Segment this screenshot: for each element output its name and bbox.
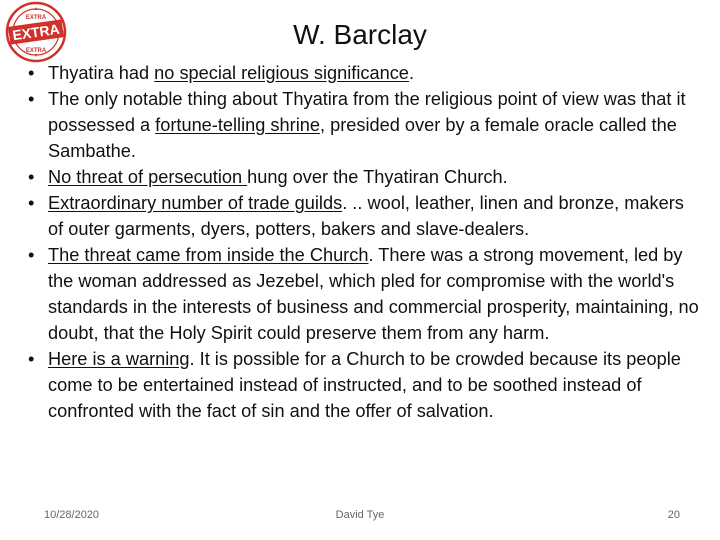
bullet-item (28, 164, 700, 190)
bullet-rest: . It is possible for a Church to be crowded because its people come to be entertained instead of instructed, and to be soothed instead of confronted with the fact of sin and the offer of salvation. (48, 349, 681, 421)
bullet-highlight: Here is a warning (48, 349, 190, 369)
svg-text:EXTRA: EXTRA (25, 15, 47, 21)
bullet-marker: • (28, 63, 35, 83)
bullet-highlight: no special religious significance (154, 63, 409, 83)
bullet-marker: • (28, 245, 35, 265)
bullet-marker: • (28, 193, 35, 213)
svg-text:EXTRA: EXTRA (25, 48, 47, 54)
bullet-lead: The only notable thing about Thyatira from the religious point of view was that it possessed a (48, 89, 686, 135)
bullet-item (28, 346, 700, 424)
bullet-rest: . (408, 63, 414, 83)
bullet-rest: . There was a strong movement, led by the woman addressed as Jezebel, which pled for compromise with the world's standards in the interests of business and commercial prosperity, maintaining, no doubt, that the Holy Spirit could preserve them from any harm. (48, 245, 699, 343)
footer-date: 10/28/2020 (44, 509, 100, 521)
bullet-item (28, 60, 700, 86)
bullet-item (28, 190, 700, 242)
bullet-highlight: No threat of persecution (48, 167, 248, 187)
slide-title: W. Barclay (293, 19, 427, 50)
bullet-rest: , presided over by a female oracle called the Sambathe. (48, 115, 677, 161)
svg-text:EXTRA: EXTRA (11, 20, 61, 44)
bullet-item (28, 242, 700, 346)
bullet-rest: . .. wool, leather, linen and bronze, makers of outer garments, dyers, potters, bakers and slave-dealers. (48, 193, 684, 239)
bullet-marker: • (28, 349, 35, 369)
bullet-marker: • (28, 167, 35, 187)
bullet-highlight: Extraordinary number of trade guilds (48, 193, 343, 213)
footer-author: David Tye (335, 509, 385, 521)
bullet-rest: hung over the Thyatiran Church. (247, 167, 508, 187)
page-number: 20 (667, 509, 680, 521)
bullet-list (28, 60, 700, 424)
bullet-marker: • (28, 89, 35, 109)
bullet-lead: Thyatira had (48, 63, 155, 83)
bullet-highlight: fortune-telling shrine (155, 115, 320, 135)
bullet-highlight: The threat came from inside the Church (48, 245, 369, 265)
bullet-item (28, 86, 700, 164)
